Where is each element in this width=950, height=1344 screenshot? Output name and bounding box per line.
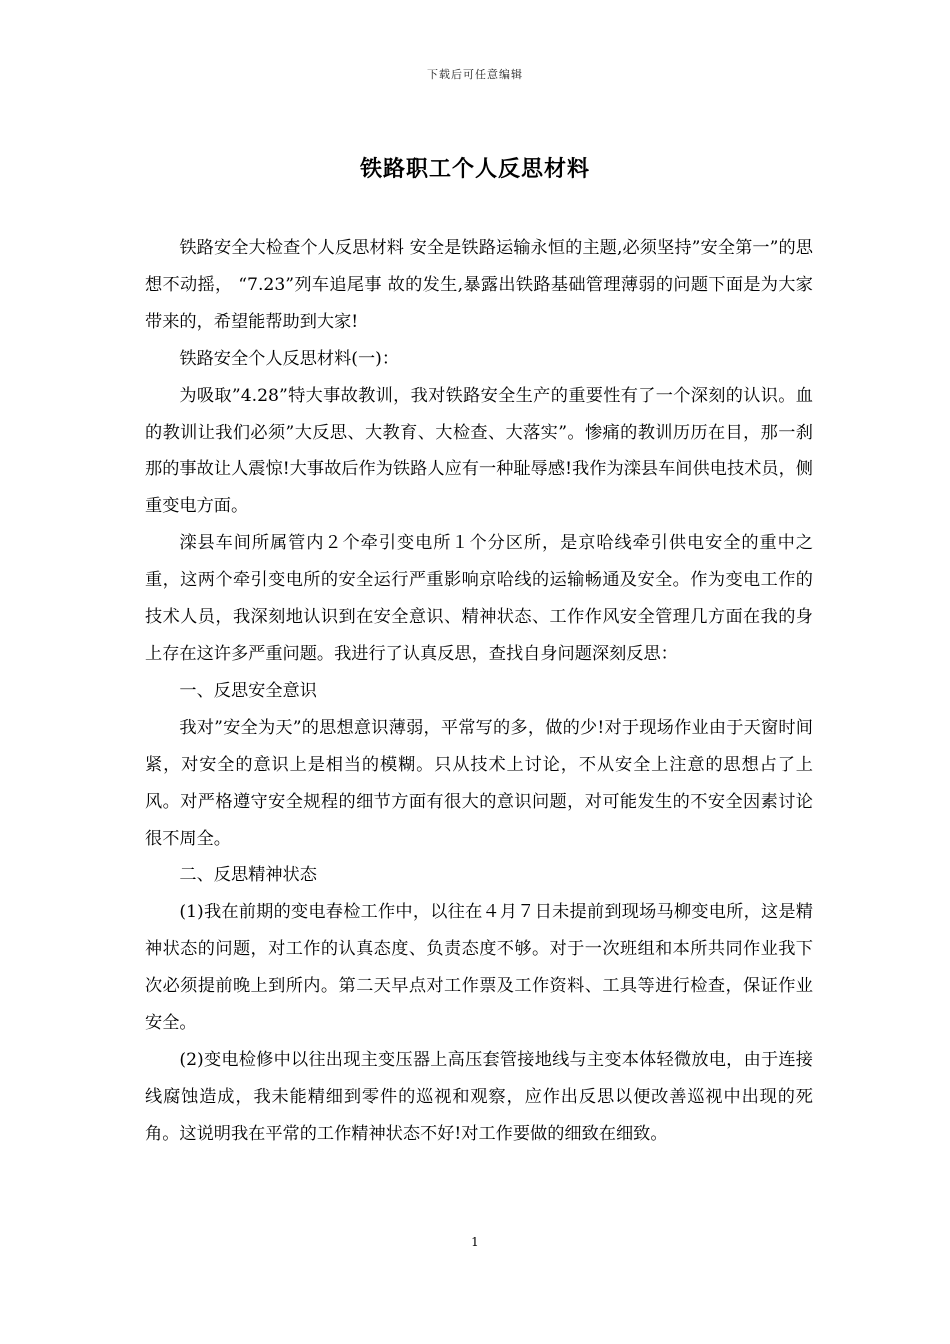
document-title: 铁路职工个人反思材料	[359, 156, 590, 182]
paragraph: 为吸取”4.28”特大事故教训，我对铁路安全生产的重要性有了一个深刻的认识。血的教训让我们必须”大反思、大教育、大检查、大落实”。惨痛的教训历历在目，那一刹那的事故让人震惊!大事故后作为铁路人应有一种耻辱感!我作为滦县车间供电技术员，侧重变电方面。	[145, 385, 813, 517]
paragraph-intro: 铁路安全大检查个人反思材料 安全是铁路运输永恒的主题,必须坚持”安全第一”的思想不动摇， “7.23”列车追尾事 故的发生,暴露出铁路基础管理薄弱的问题下面是为大家带来的，希望能帮助到大家!	[145, 238, 813, 332]
header-note: 下载后可任意编辑	[427, 68, 523, 81]
paragraph-section-heading: 铁路安全个人反思材料(一)：	[179, 348, 400, 369]
paragraph-subheading: 一、反思安全意识	[179, 680, 317, 701]
paragraph: 我对”安全为天”的思想意识薄弱，平常写的多，做的少!对于现场作业由于天窗时间紧，对安全的意识上是相当的模糊。只从技术上讨论，不从安全上注意的思想占了上风。对严格遵守安全规程的细节方面有很大的意识问题，对可能发生的不安全因素讨论很不周全。	[145, 717, 813, 849]
page-number: 1	[471, 1235, 479, 1249]
document-body	[145, 230, 813, 1153]
paragraph: (1)我在前期的变电春检工作中，以往在４月７日未提前到现场马柳变电所，这是精神状态的问题，对工作的认真态度、负责态度不够。对于一次班组和本所共同作业我下次必须提前晚上到所内。第二天早点对工作票及工作资料、工具等进行检查，保证作业安全。	[145, 902, 813, 1034]
paragraph: (2)变电检修中以往出现主变压器上高压套管接地线与主变本体轻微放电，由于连接线腐蚀造成，我未能精细到零件的巡视和观察，应作出反思以便改善巡视中出现的死角。这说明我在平常的工作精神状态不好!对工作要做的细致在细致。	[145, 1049, 813, 1144]
paragraph-subheading: 二、反思精神状态	[179, 865, 317, 886]
paragraph: 滦县车间所属管内２个牵引变电所１个分区所，是京哈线牵引供电安全的重中之重，这两个牵引变电所的安全运行严重影响京哈线的运输畅通及安全。作为变电工作的技术人员，我深刻地认识到在安全意识、精神状态、工作作风安全管理几方面在我的身上存在这许多严重问题。我进行了认真反思，查找自身问题深刻反思：	[145, 533, 813, 664]
